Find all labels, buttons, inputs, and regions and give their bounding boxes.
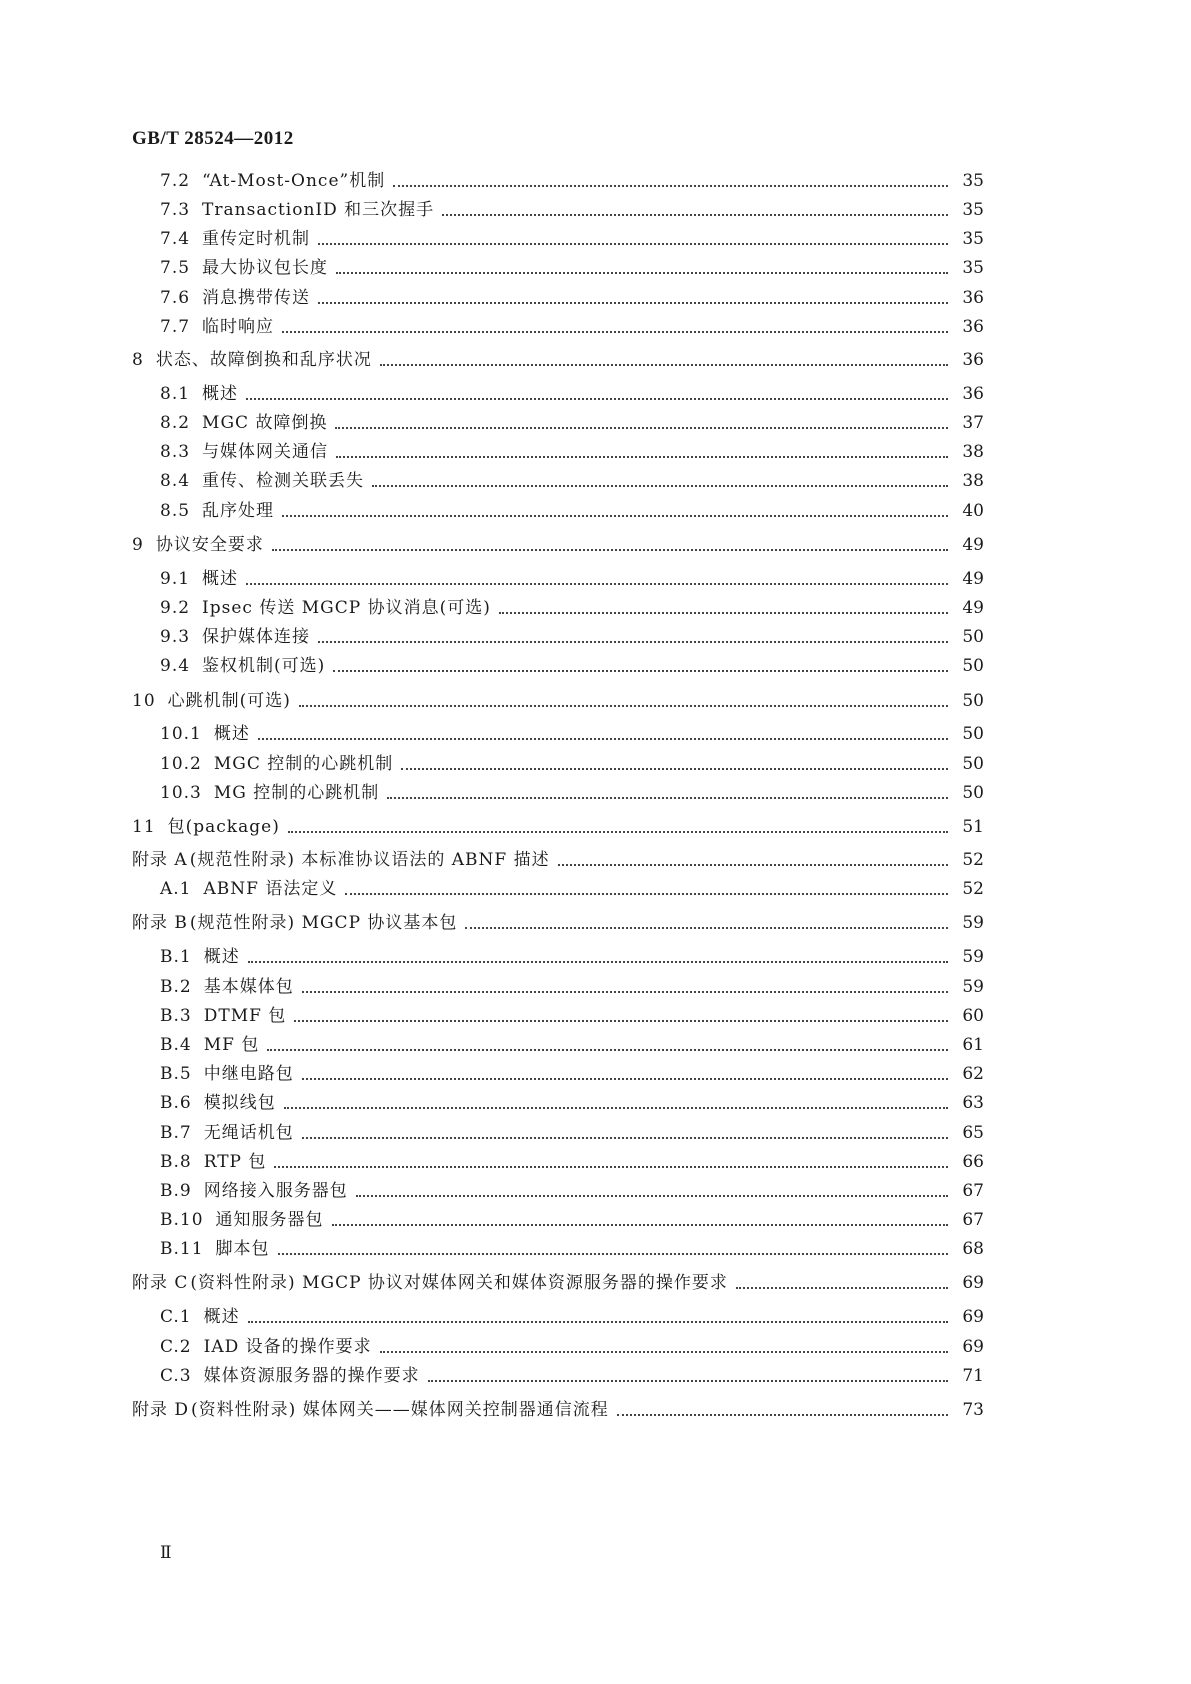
toc-leader-dots (332, 1224, 948, 1226)
toc-entry-number: 11 (132, 817, 156, 837)
toc-leader-dots (246, 583, 948, 585)
toc-entry-title: (规范性附录) MGCP 协议基本包 (189, 913, 458, 933)
toc-entry-page: 59 (962, 913, 984, 933)
toc-entry[interactable] (160, 564, 984, 590)
toc-entry-number: C.1 (160, 1307, 192, 1327)
toc-entry-title: (资料性附录) 媒体网关——媒体网关控制器通信流程 (191, 1400, 609, 1420)
toc-entry-title: 与媒体网关通信 (202, 442, 329, 462)
toc-entry-title: 基本媒体包 (203, 977, 294, 997)
toc-leader-dots (736, 1287, 948, 1289)
toc-entry[interactable] (132, 345, 984, 371)
toc-entry-page: 67 (962, 1181, 984, 1201)
toc-entry-page: 50 (962, 627, 984, 647)
toc-leader-dots (258, 738, 948, 740)
toc-entry[interactable] (160, 622, 984, 648)
toc-entry-page: 36 (962, 384, 984, 404)
toc-entry-title: MGC 故障倒换 (202, 413, 328, 433)
toc-entry-title: Ipsec 传送 MGCP 协议消息(可选) (202, 598, 491, 618)
toc-entry[interactable] (160, 719, 984, 745)
toc-entry[interactable] (160, 283, 984, 309)
toc-entry-number: 8 (132, 350, 144, 370)
toc-entry-title: 网络接入服务器包 (203, 1181, 348, 1201)
toc-entry-page: 60 (962, 1006, 984, 1026)
toc-leader-dots (318, 641, 948, 643)
toc-entry-number: B.2 (160, 977, 192, 997)
toc-entry-number: 7.4 (160, 229, 191, 249)
toc-entry-title: 协议安全要求 (155, 535, 264, 555)
toc-entry-number: B.11 (160, 1239, 204, 1259)
toc-leader-dots (248, 1321, 948, 1323)
toc-entry-title: MGC 控制的心跳机制 (213, 754, 394, 774)
toc-entry-page: 38 (962, 442, 984, 462)
toc-entry[interactable] (160, 1176, 984, 1202)
toc-entry[interactable] (160, 408, 984, 434)
toc-entry-number: B.10 (160, 1210, 204, 1230)
toc-entry-number: B.9 (160, 1181, 192, 1201)
toc-entry-number: C.3 (160, 1366, 192, 1386)
toc-entry-title: 乱序处理 (202, 501, 275, 521)
toc-entry-page: 69 (962, 1307, 984, 1327)
toc-entry-number: 7.5 (160, 258, 191, 278)
doc-header: GB/T 28524—2012 (132, 128, 294, 149)
toc-entry-title: RTP 包 (203, 1152, 267, 1172)
toc-entry-number: 10.2 (160, 754, 202, 774)
toc-leader-dots (246, 398, 948, 400)
toc-entry-number: B.4 (160, 1035, 192, 1055)
toc-entry-page: 40 (962, 501, 984, 521)
toc-leader-dots (345, 893, 948, 895)
toc-entry[interactable] (160, 1147, 984, 1173)
toc-entry-page: 52 (962, 850, 984, 870)
toc-entry[interactable] (160, 1205, 984, 1231)
toc-entry-page: 35 (962, 171, 984, 191)
toc-entry-page: 50 (962, 724, 984, 744)
toc-entry-title: 保护媒体连接 (202, 627, 311, 647)
toc-entry-title: 通知服务器包 (215, 1210, 324, 1230)
toc-entry-title: 概述 (203, 1307, 240, 1327)
toc-leader-dots (336, 272, 948, 274)
toc-leader-dots (299, 705, 948, 707)
toc-entry-number: B.3 (160, 1006, 192, 1026)
toc-entry-page: 50 (962, 691, 984, 711)
toc-entry-page: 49 (962, 569, 984, 589)
toc-entry-page: 65 (962, 1123, 984, 1143)
toc-entry-title: 心跳机制(可选) (167, 691, 291, 711)
toc-entry-number: B.7 (160, 1123, 192, 1143)
toc-entry-title: “At-Most-Once”机制 (202, 171, 386, 191)
toc-entry[interactable] (160, 749, 984, 775)
toc-entry[interactable] (160, 1234, 984, 1260)
toc-entry-page: 36 (962, 288, 984, 308)
toc-entry-title: 无绳话机包 (203, 1123, 294, 1143)
toc-leader-dots (248, 961, 948, 963)
toc-entry-number: B.5 (160, 1064, 192, 1084)
toc-entry-page: 37 (962, 413, 984, 433)
toc-entry-title: 包(package) (167, 817, 280, 837)
toc-entry-number: 10.3 (160, 783, 202, 803)
toc-entry-title: (资料性附录) MGCP 协议对媒体网关和媒体资源服务器的操作要求 (190, 1273, 728, 1293)
toc-entry-title: 状态、故障倒换和乱序状况 (155, 350, 372, 370)
toc-entry[interactable] (160, 437, 984, 463)
toc-leader-dots (302, 1078, 948, 1080)
toc-entry-page: 50 (962, 783, 984, 803)
toc-entry-number: 7.7 (160, 317, 191, 337)
toc-entry-title: 消息携带传送 (202, 288, 311, 308)
toc-entry-page: 61 (962, 1035, 984, 1055)
toc-entry[interactable] (132, 845, 984, 871)
toc-entry-page: 35 (962, 229, 984, 249)
toc-entry[interactable] (160, 166, 984, 192)
toc-entry-number: C.2 (160, 1337, 192, 1357)
toc-entry-title: 概述 (213, 724, 250, 744)
toc-entry[interactable] (160, 778, 984, 804)
toc-entry-page: 59 (962, 947, 984, 967)
toc-entry[interactable] (160, 1361, 984, 1387)
toc-entry-page: 35 (962, 258, 984, 278)
toc-entry-page: 66 (962, 1152, 984, 1172)
toc-entry-number: 7.3 (160, 200, 191, 220)
toc-entry-number: B.1 (160, 947, 192, 967)
toc-entry-title: 最大协议包长度 (202, 258, 329, 278)
toc-entry-number: 8.2 (160, 413, 191, 433)
toc-entry-title: (规范性附录) 本标准协议语法的 ABNF 描述 (189, 850, 550, 870)
toc-leader-dots (465, 927, 948, 929)
toc-entry-page: 50 (962, 754, 984, 774)
toc-entry[interactable] (160, 224, 984, 250)
toc-leader-dots (442, 214, 948, 216)
toc-entry-page: 63 (962, 1093, 984, 1113)
toc-entry-title: IAD 设备的操作要求 (203, 1337, 372, 1357)
toc-entry-number: 8.1 (160, 384, 191, 404)
toc-entry[interactable] (160, 651, 984, 677)
toc-leader-dots (282, 515, 948, 517)
toc-entry[interactable] (160, 195, 984, 221)
toc-leader-dots (336, 456, 948, 458)
toc-entry[interactable] (132, 908, 984, 934)
toc-entry[interactable] (160, 1302, 984, 1328)
toc-entry[interactable] (132, 1395, 984, 1421)
toc-entry[interactable] (132, 530, 984, 556)
toc-entry-title: DTMF 包 (203, 1006, 287, 1026)
toc-entry[interactable] (160, 1088, 984, 1114)
toc-entry-page: 35 (962, 200, 984, 220)
toc-leader-dots (288, 831, 948, 833)
toc-leader-dots (380, 1351, 948, 1353)
toc-entry-page: 71 (962, 1366, 984, 1386)
toc-leader-dots (387, 797, 948, 799)
toc-entry-number: 10 (132, 691, 156, 711)
toc-leader-dots (282, 331, 948, 333)
toc-entry[interactable] (160, 466, 984, 492)
toc-leader-dots (302, 1137, 948, 1139)
toc-entry[interactable] (160, 1059, 984, 1085)
toc-leader-dots (617, 1414, 948, 1416)
toc-entry-page: 38 (962, 471, 984, 491)
toc-entry-title: 媒体资源服务器的操作要求 (203, 1366, 420, 1386)
toc-entry-number: 7.2 (160, 171, 191, 191)
toc-leader-dots (393, 185, 948, 187)
toc-entry-page: 50 (962, 656, 984, 676)
toc-entry-number: 9.1 (160, 569, 191, 589)
toc-entry-number: 附录 D (132, 1400, 190, 1420)
toc-entry-page: 52 (962, 879, 984, 899)
toc-entry-title: 脚本包 (215, 1239, 270, 1259)
toc-entry[interactable] (160, 1332, 984, 1358)
toc-entry[interactable] (160, 972, 984, 998)
toc-entry[interactable] (160, 496, 984, 522)
toc-entry-number: 9.2 (160, 598, 191, 618)
toc-leader-dots (372, 485, 948, 487)
toc-entry-number: 9.4 (160, 656, 191, 676)
toc-entry-title: 临时响应 (202, 317, 275, 337)
toc-entry-page: 73 (962, 1400, 984, 1420)
toc-entry-page: 69 (962, 1337, 984, 1357)
toc-entry-number: 10.1 (160, 724, 202, 744)
toc-entry[interactable] (132, 812, 984, 838)
toc-entry-number: B.6 (160, 1093, 192, 1113)
toc-entry-title: MG 控制的心跳机制 (213, 783, 380, 803)
toc-entry[interactable] (160, 1001, 984, 1027)
toc-entry-title: 重传、检测关联丢失 (202, 471, 365, 491)
toc-leader-dots (499, 612, 948, 614)
toc-entry-title: 概述 (202, 569, 239, 589)
toc-entry-title: 鉴权机制(可选) (202, 656, 326, 676)
toc-entry-page: 51 (962, 817, 984, 837)
toc-leader-dots (558, 864, 948, 866)
toc-entry-number: A.1 (160, 879, 192, 899)
toc-entry-title: 概述 (203, 947, 240, 967)
toc-entry[interactable] (160, 1030, 984, 1056)
toc-leader-dots (380, 364, 948, 366)
toc-entry[interactable] (160, 312, 984, 338)
toc-entry-number: 附录 C (132, 1273, 189, 1293)
toc-entry-title: 模拟线包 (203, 1093, 276, 1113)
toc-entry-title: 概述 (202, 384, 239, 404)
toc-entry-title: ABNF 语法定义 (203, 879, 338, 899)
toc-entry-number: 附录 B (132, 913, 188, 933)
toc-entry-number: 8.3 (160, 442, 191, 462)
toc-entry[interactable] (160, 874, 984, 900)
toc-entry-number: B.8 (160, 1152, 192, 1172)
toc-entry-number: 8.4 (160, 471, 191, 491)
toc-leader-dots (267, 1049, 948, 1051)
toc-entry[interactable] (160, 942, 984, 968)
toc-leader-dots (302, 991, 948, 993)
toc-entry-page: 49 (962, 598, 984, 618)
toc-leader-dots (274, 1166, 948, 1168)
toc-entry[interactable] (160, 253, 984, 279)
toc-entry-page: 36 (962, 350, 984, 370)
toc-leader-dots (278, 1253, 948, 1255)
toc-entry-number: 附录 A (132, 850, 188, 870)
toc-entry-number: 8.5 (160, 501, 191, 521)
toc-leader-dots (401, 768, 948, 770)
toc-entry-title: TransactionID 和三次握手 (202, 200, 435, 220)
toc-entry[interactable] (160, 593, 984, 619)
toc-leader-dots (294, 1020, 948, 1022)
toc-leader-dots (356, 1195, 948, 1197)
toc-entry-title: 中继电路包 (203, 1064, 294, 1084)
toc-leader-dots (284, 1107, 948, 1109)
toc-entry[interactable] (160, 379, 984, 405)
toc-entry[interactable] (160, 1118, 984, 1144)
toc-leader-dots (272, 549, 948, 551)
toc-entry-number: 9.3 (160, 627, 191, 647)
toc-leader-dots (333, 670, 948, 672)
toc-entry[interactable] (132, 1268, 984, 1294)
toc-entry-page: 59 (962, 977, 984, 997)
toc-entry-page: 69 (962, 1273, 984, 1293)
toc-leader-dots (428, 1380, 948, 1382)
toc-leader-dots (335, 427, 948, 429)
toc-entry-page: 36 (962, 317, 984, 337)
page-number: Ⅱ (160, 1543, 172, 1562)
toc-leader-dots (318, 243, 948, 245)
toc-entry-number: 9 (132, 535, 144, 555)
toc-entry-page: 68 (962, 1239, 984, 1259)
toc-entry-page: 67 (962, 1210, 984, 1230)
toc-entry-page: 49 (962, 535, 984, 555)
toc-entry-title: MF 包 (203, 1035, 260, 1055)
toc-entry[interactable] (132, 686, 984, 712)
toc-entry-number: 7.6 (160, 288, 191, 308)
toc-entry-title: 重传定时机制 (202, 229, 311, 249)
toc-leader-dots (318, 302, 948, 304)
toc-entry-page: 62 (962, 1064, 984, 1084)
